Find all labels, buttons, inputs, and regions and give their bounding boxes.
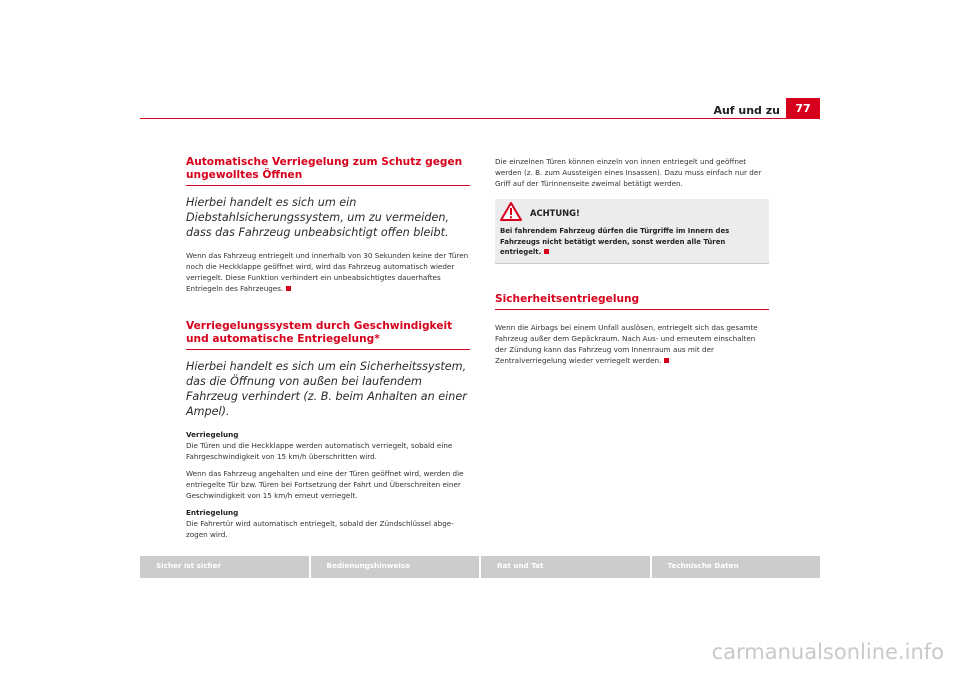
end-square-icon [286, 286, 291, 291]
warning-title: ACHTUNG! [530, 208, 580, 218]
header-rule [140, 118, 820, 119]
section-lead-speed-lock: Hierbei handelt es sich um ein Sicherheitssystem, das die Öffnung von außen bei laufendem Fahrzeug verhindert (z. B. beim Anhalten an einer Ampel). [186, 360, 467, 418]
footer-nav [140, 556, 820, 578]
section-body-safety-unlock [495, 322, 769, 366]
subheading-verriegelung: Verriegelung [186, 430, 239, 439]
section-heading-speed-lock: Verriegelungssystem durch Geschwindigkeit und automatische Entriegelung* [186, 320, 470, 350]
paragraph-text: Wenn das Fahrzeug entriegelt und innerhalb von 30 Sekunden keine der Türen noch die Heckklappe geöffnet wird, wird das Fahrzeug automatisch wieder verriegelt. Diese Funktion verhindert ein unbeabsichtigtes dauerhaftes Entriegeln des Fahrzeuges. [186, 251, 469, 293]
paragraph-door-interior: Die einzelnen Türen können einzeln von innen entriegelt und geöffnet werden (z. B. zum Aussteigen eines Insassen). Dazu muss einfach nur der Griff auf der Türinnenseite zweimal betätigt werden. [495, 157, 762, 188]
right-column [495, 156, 769, 372]
section-body-auto-lock [186, 250, 470, 294]
page-number: 77 [786, 98, 820, 118]
warning-text [500, 226, 764, 258]
subheading-entriegelung: Entriegelung [186, 508, 239, 517]
left-column [186, 156, 470, 546]
paragraph-verriegelung-1: Die Türen und die Heckklappe werden automatisch verriegelt, sobald eine Fahrgeschwindigkeit von 15 km/h überschritten wird. [186, 441, 453, 461]
footer-tab-rat[interactable]: Rat und Tat [481, 556, 650, 578]
paragraph-entriegelung: Die Fahrertür wird automatisch entriegelt, sobald der Zündschlüssel abgezogen wird. [186, 519, 454, 539]
section-heading-auto-lock: Automatische Verriegelung zum Schutz gegen ungewolltes Öffnen [186, 156, 470, 186]
warning-triangle-icon [500, 202, 522, 225]
footer-tab-technik[interactable]: Technische Daten [652, 556, 821, 578]
section-lead-auto-lock: Hierbei handelt es sich um ein Diebstahlsicherungssystem, um zu vermeiden, dass das Fahrzeug unbeabsichtigt offen bleibt. [186, 196, 449, 239]
section-heading-safety-unlock: Sicherheitsentriegelung [495, 293, 769, 310]
paragraph-verriegelung-2: Wenn das Fahrzeug angehalten und eine der Türen geöffnet wird, werden die entriegelte Tür bzw. Türen bei Fortsetzung der Fahrt und Überschreiten einer Geschwindigkeit von 15 km/h erneut verriegelt. [186, 469, 464, 500]
warning-body: Bei fahrendem Fahrzeug dürfen die Türgriffe im Innern des Fahrzeugs nicht betätigt werden, sonst werden alle Türen entriegelt. [500, 227, 730, 256]
warning-box [495, 199, 769, 264]
paragraph-text: Wenn die Airbags bei einem Unfall auslösen, entriegelt sich das gesamte Fahrzeug außer dem Gepäckraum. Nach Aus- und erneutem einschalten der Zündung kann das Fahrzeug vom Innenraum aus mit der Zentralverriegelung wieder verriegelt werden. [495, 322, 758, 365]
footer-tab-sicher[interactable]: Sicher ist sicher [140, 556, 309, 578]
footer-tab-bedienung[interactable]: Bedienungshinweise [311, 556, 480, 578]
end-square-icon [544, 249, 549, 254]
end-square-icon [664, 358, 669, 363]
header-title: Auf und zu [713, 104, 780, 117]
watermark: carmanualsonline.info [711, 640, 944, 664]
